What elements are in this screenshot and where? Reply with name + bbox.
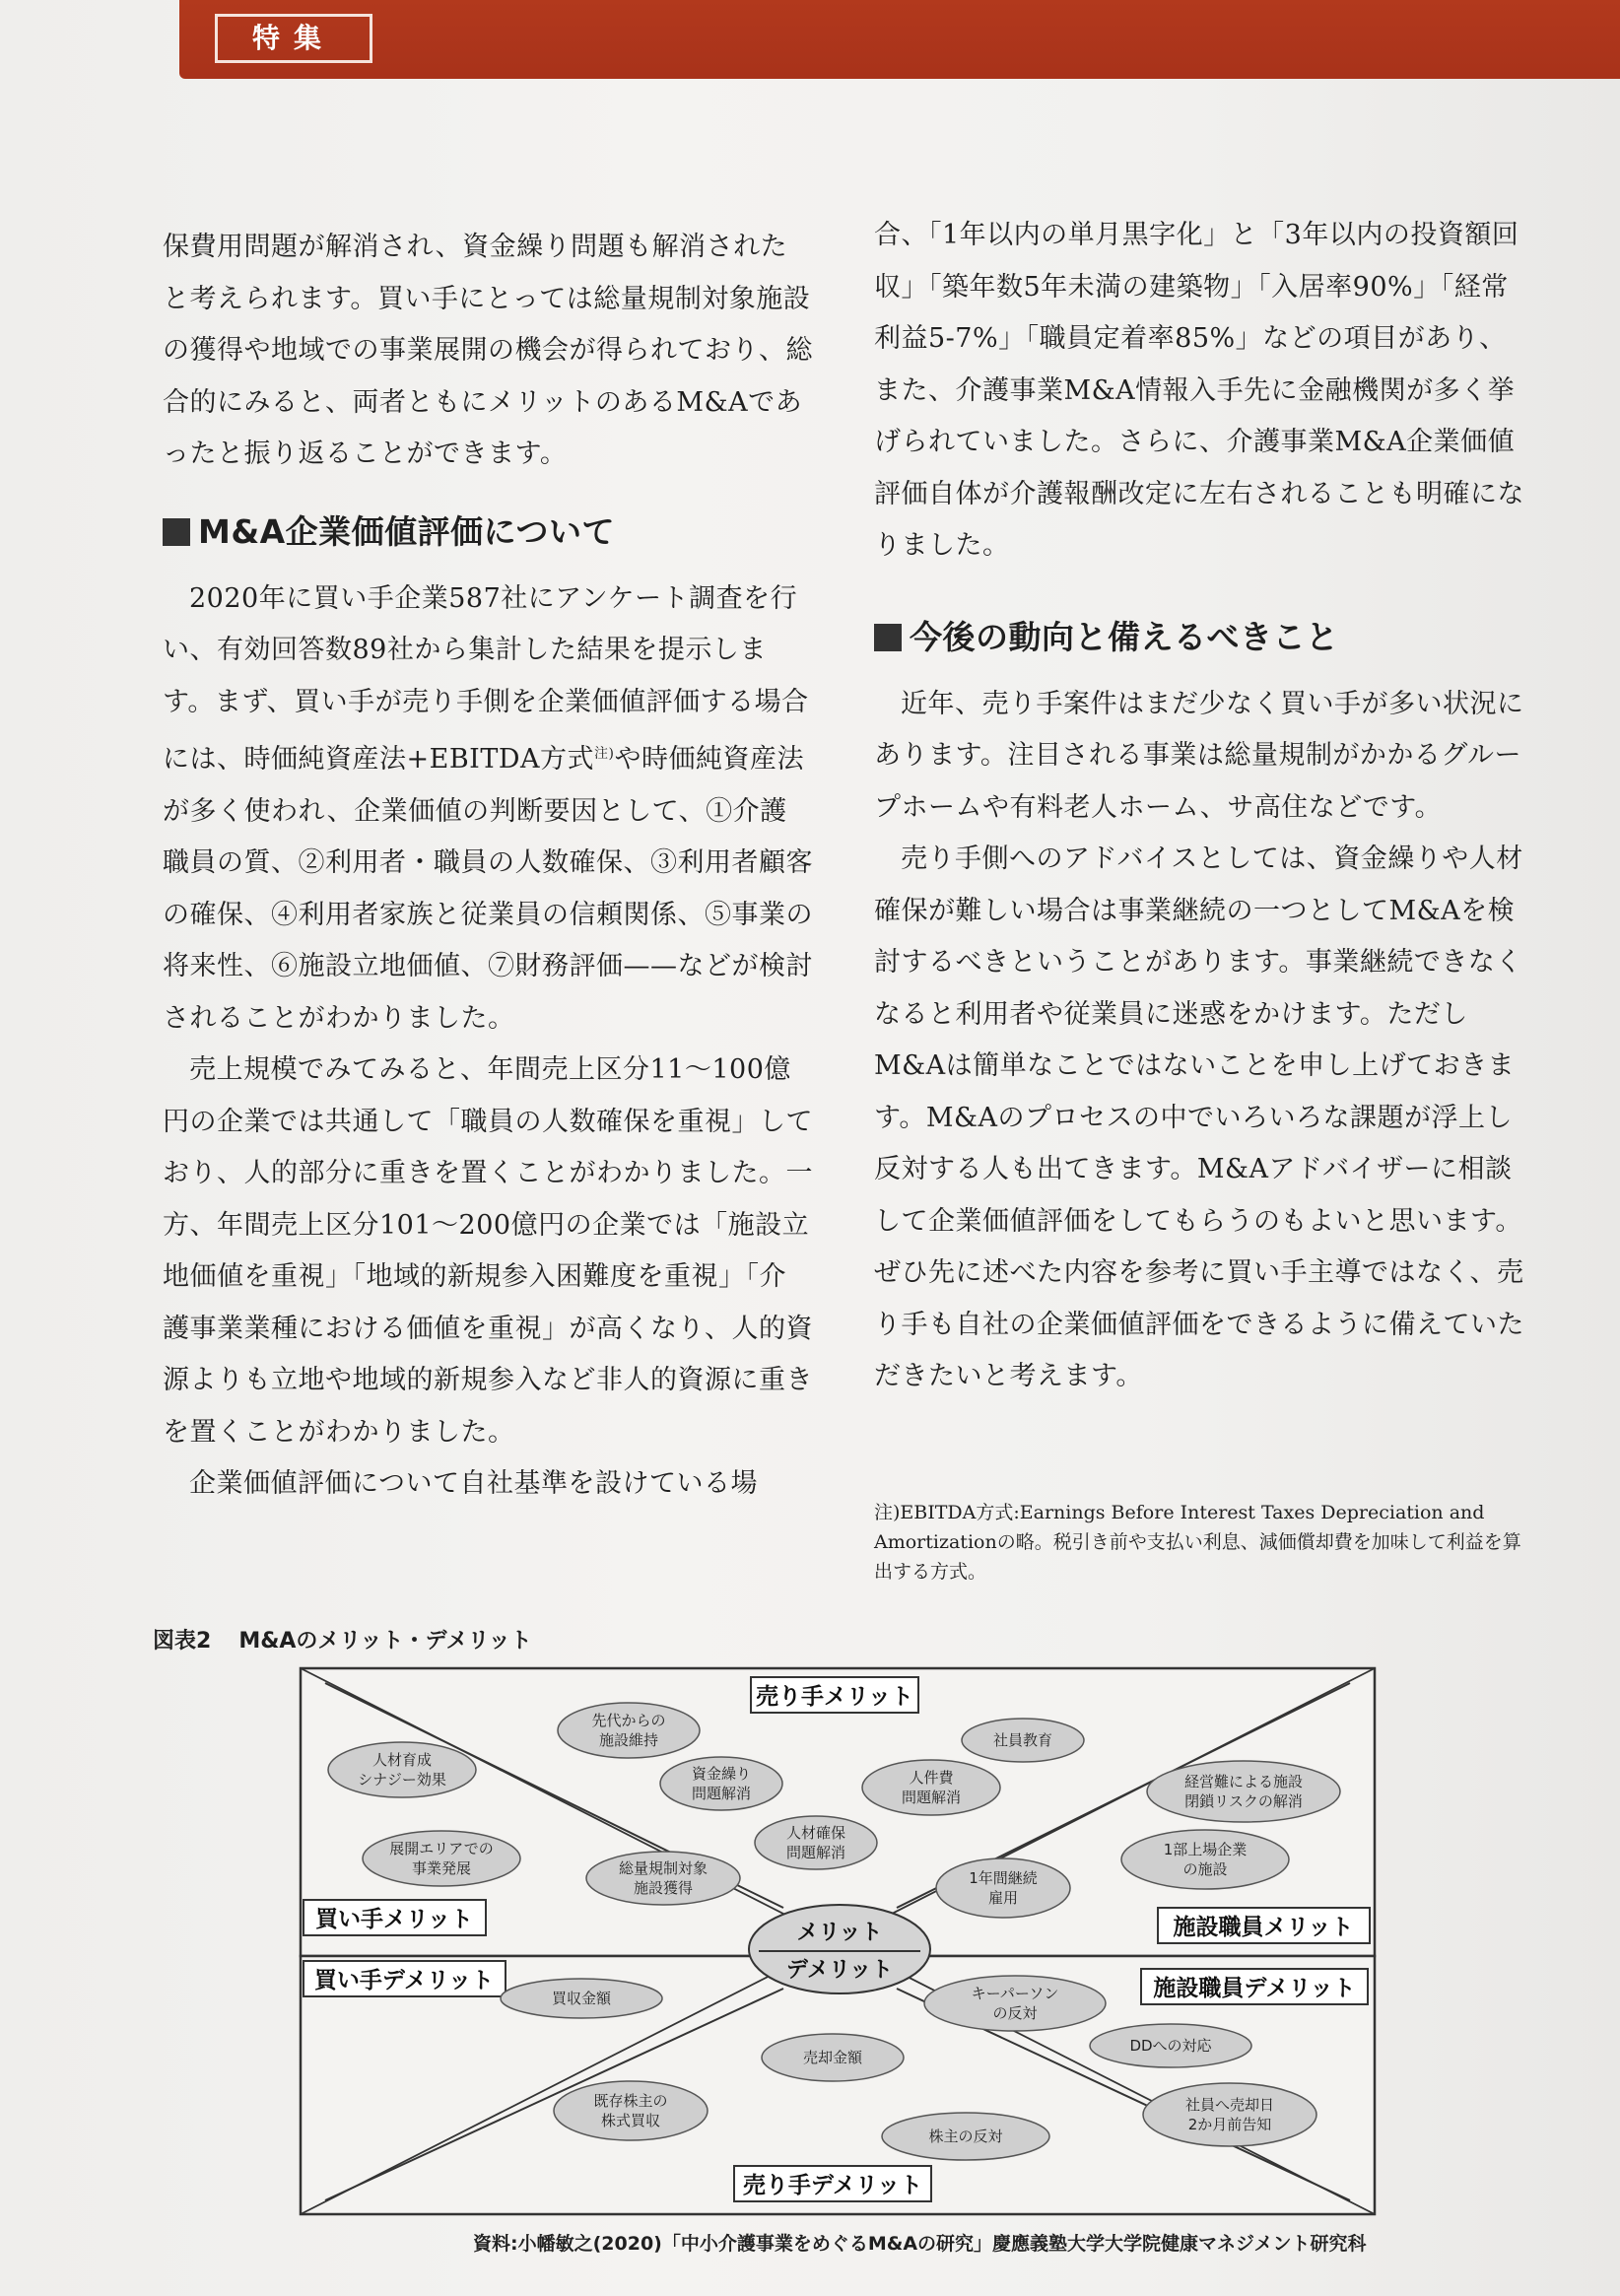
heading-text: M&A企業価値評価について — [198, 511, 615, 551]
ellipse-item — [755, 1816, 877, 1869]
footnote: 注)EBITDA方式:Earnings Before Interest Taxes Depreciation and Amortizationの略。税引き前や支払い利息、減価償却費を加味して利益を算出する方式。 — [874, 1502, 1521, 1583]
svg-text:社員へ売却日: 社員へ売却日 — [1184, 2096, 1275, 2114]
ellipse-item — [882, 2113, 1049, 2160]
ellipse-item — [586, 1852, 740, 1905]
paragraph: 合、「1年以内の単月黒字化」と「3年以内の投資額回収」「築年数5年未満の建築物」「入居率90%」「経常利益5-7%」「職員定着率85%」などの項目があり、また、介護事業M&A情報入手先に金融機関が多く挙げられていました。さらに、介護事業M&A企業価値評価自体が介護報酬改定に左右されることも明確になりました。 — [874, 220, 1524, 561]
svg-text:社員教育: 社員教育 — [992, 1731, 1053, 1749]
ellipse-item — [924, 1976, 1106, 2031]
ellipse-item — [660, 1757, 782, 1810]
svg-text:2か月前告知: 2か月前告知 — [1187, 2116, 1272, 2133]
svg-text:人材確保: 人材確保 — [785, 1824, 846, 1842]
svg-text:展開エリアでの: 展開エリアでの — [389, 1840, 494, 1857]
right-column — [874, 210, 1524, 1403]
svg-text:施設獲得: 施設獲得 — [633, 1879, 694, 1897]
svg-text:人材育成: 人材育成 — [371, 1751, 433, 1769]
heading-square-icon — [163, 518, 190, 546]
ellipse-item — [328, 1742, 476, 1797]
footnote-marker: 注) — [594, 746, 615, 762]
seller-demerit-label: 売り手デメリット — [742, 2173, 923, 2198]
left-column — [163, 222, 813, 1511]
merit-label: メリット — [796, 1921, 883, 1945]
ellipse-item — [1121, 1830, 1289, 1889]
ellipse-item — [1090, 2024, 1251, 2067]
ellipse-item — [558, 1703, 700, 1758]
svg-text:問題解消: 問題解消 — [691, 1785, 752, 1802]
paragraph-text: や時価純資産法が多く使われ、企業価値の判断要因として、①介護職員の質、②利用者・職員の人数確保、③利用者顧客の確保、④利用者家族と従業員の信頼関係、⑤事業の将来性、⑥施設立地価値、⑦財務評価——などが検討されることがわかりました。 — [163, 744, 813, 1034]
svg-text:先代からの: 先代からの — [591, 1712, 666, 1729]
svg-text:人件費: 人件費 — [909, 1769, 954, 1787]
paragraph: 保費用問題が解消され、資金繰り問題も解消されたと考えられます。買い手にとっては総量規制対象施設の獲得や地域での事業展開の機会が得られており、総合的にみると、両者ともにメリットのあるM&Aであったと振り返ることができます。 — [163, 232, 813, 469]
svg-text:問題解消: 問題解消 — [901, 1789, 962, 1806]
svg-text:閉鎖リスクの解消: 閉鎖リスクの解消 — [1184, 1792, 1303, 1810]
header-band — [179, 0, 1620, 79]
svg-text:シナジー効果: シナジー効果 — [358, 1771, 446, 1789]
svg-text:株式買収: 株式買収 — [600, 2112, 661, 2129]
heading-square-icon — [874, 624, 902, 651]
svg-text:既存株主の: 既存株主の — [593, 2092, 668, 2110]
svg-text:の施設: の施設 — [1182, 1860, 1228, 1878]
section-heading — [874, 608, 1524, 667]
svg-text:DDへの対応: DDへの対応 — [1129, 2037, 1212, 2055]
svg-text:1部上場企業: 1部上場企業 — [1163, 1841, 1248, 1858]
svg-text:事業発展: 事業発展 — [411, 1859, 472, 1877]
ellipse-item — [554, 2081, 708, 2140]
ellipse-item — [1143, 2083, 1316, 2146]
staff-demerit-label: 施設職員デメリット — [1153, 1976, 1356, 2001]
staff-merit-label: 施設職員メリット — [1173, 1915, 1354, 1940]
figure-number: 図表2 — [153, 1629, 212, 1654]
seller-merit-label: 売り手メリット — [755, 1684, 914, 1710]
svg-text:資金繰り: 資金繰り — [691, 1765, 752, 1783]
ellipse-item — [501, 1979, 662, 2018]
svg-text:売却金額: 売却金額 — [802, 2049, 863, 2066]
svg-text:問題解消: 問題解消 — [785, 1844, 846, 1861]
paragraph-text: 2020年に買い手企業587社にアンケート調査を行い、有効回答数89社から集計した結果を提示します。まず、買い手が売り手側を企業価値評価する場合には、時価純資産法+EBITDA方式 — [163, 582, 809, 775]
svg-text:総量規制対象: 総量規制対象 — [618, 1859, 709, 1877]
heading-text: 今後の動向と備えるべきこと — [910, 617, 1339, 656]
ellipse-item — [1147, 1761, 1340, 1822]
figure-title — [153, 1624, 560, 1654]
paragraph: 売上規模でみてみると、年間売上区分11〜100億円の企業では共通して「職員の人数確保を重視」しており、人的部分に重きを置くことがわかりました。一方、年間売上区分101〜200億円の企業では「施設立地価値を重視」「地域的新規参入困難度を重視」「介護事業業種における価値を重視」が高くなり、人的資源よりも立地や地域的新規参入など非人的資源に重きを置くことがわかりました。 — [163, 1054, 813, 1448]
section-tag: 特集 — [215, 14, 372, 63]
svg-text:雇用: 雇用 — [987, 1889, 1019, 1907]
ellipse-item — [962, 1719, 1084, 1762]
buyer-demerit-label: 買い手デメリット — [313, 1968, 495, 1993]
svg-text:経営難による施設: 経営難による施設 — [1183, 1773, 1304, 1790]
paragraph — [163, 574, 813, 1046]
svg-text:の反対: の反対 — [992, 2004, 1038, 2022]
svg-text:買収金額: 買収金額 — [551, 1990, 612, 2007]
merit-demerit-diagram — [296, 1663, 1380, 2220]
demerit-label: デメリット — [785, 1958, 894, 1983]
paragraph: 企業価値評価について自社基準を設けている場 — [189, 1468, 758, 1499]
buyer-merit-label: 買い手メリット — [314, 1907, 474, 1932]
svg-text:キーパーソン: キーパーソン — [971, 1985, 1059, 2002]
figure-source: 資料:小幡敏之(2020)「中小介護事業をめぐるM&Aの研究」慶應義塾大学大学院健康マネジメント研究科 — [473, 2233, 1367, 2255]
ellipse-item — [862, 1760, 1000, 1815]
svg-text:株主の反対: 株主の反対 — [928, 2127, 1003, 2145]
ellipse-item — [762, 2034, 904, 2081]
ellipse-item — [363, 1831, 520, 1886]
svg-text:施設維持: 施設維持 — [598, 1731, 659, 1749]
paragraph: 売り手側へのアドバイスとしては、資金繰りや人材確保が難しい場合は事業継続の一つとしてM&Aを検討するべきということがあります。事業継続できなくなると利用者や従業員に迷惑をかけます。ただしM&Aは簡単なことではないことを申し上げておきます。M&Aのプロセスの中でいろいろな課題が浮上し反対する人も出てきます。M&Aアドバイザーに相談して企業価値評価をしてもらうのもよいと思います。ぜひ先に述べた内容を参考に買い手主導ではなく、売り手も自社の企業価値評価をできるように備えていただきたいと考えます。 — [874, 844, 1524, 1391]
svg-text:1年間継続: 1年間継続 — [969, 1869, 1038, 1887]
figure-caption: M&Aのメリット・デメリット — [238, 1629, 532, 1654]
ellipse-item — [936, 1858, 1070, 1918]
section-heading — [163, 503, 813, 562]
paragraph: 近年、売り手案件はまだ少なく買い手が多い状況にあります。注目される事業は総量規制がかかるグループホームや有料老人ホーム、サ高住などです。 — [874, 688, 1524, 823]
